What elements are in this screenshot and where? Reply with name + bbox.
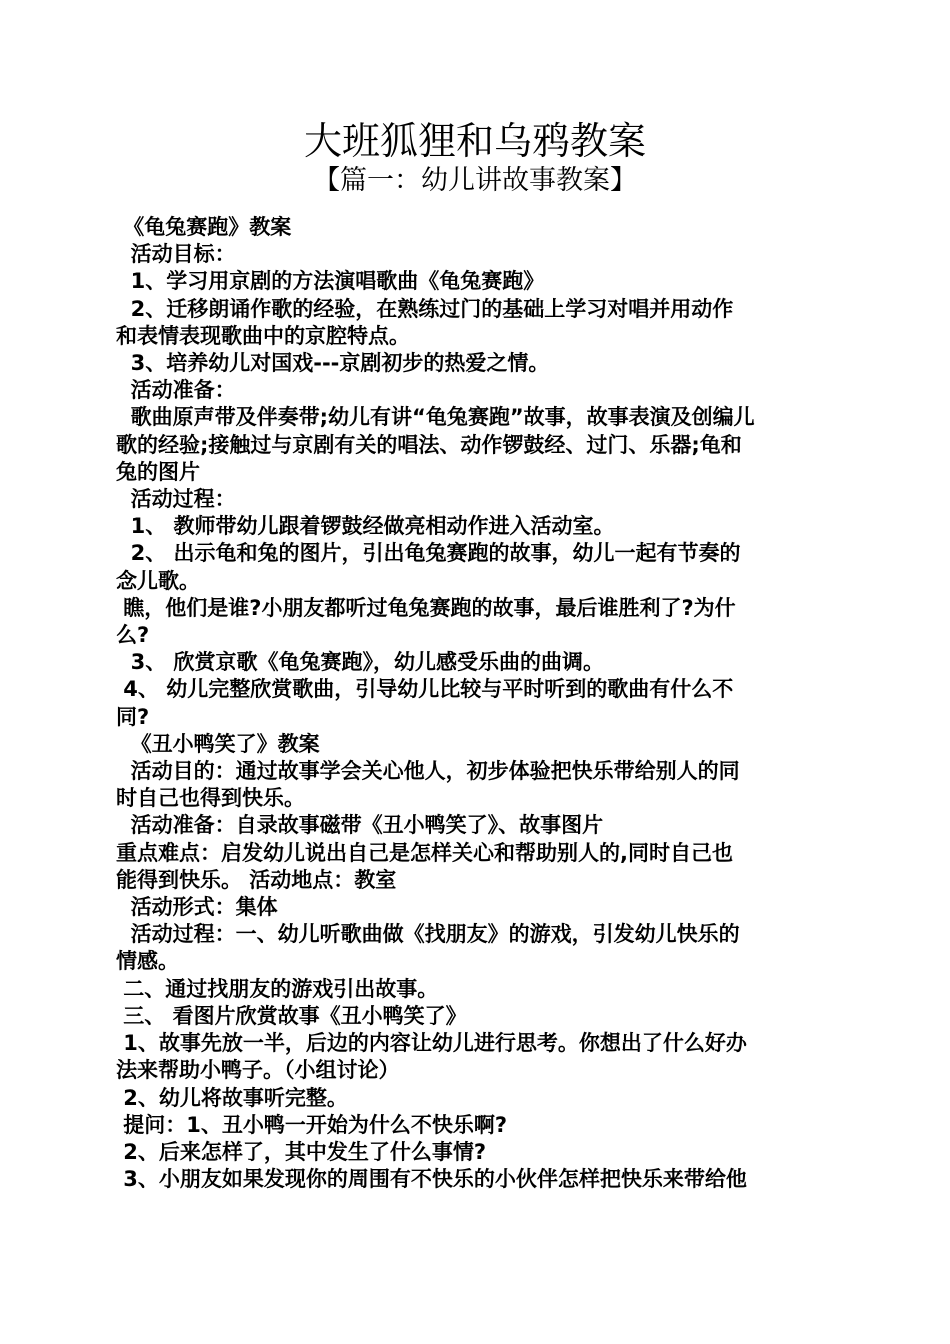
text-line: 二、通过找朋友的游戏引出故事。 [116,976,439,1001]
text-line: 歌的经验;接触过与京剧有关的唱法、动作锣鼓经、过门、乐器;龟和 [116,432,742,457]
text-line: 1、 教师带幼儿跟着锣鼓经做亮相动作进入活动室。 [116,514,615,539]
document-body [116,214,832,1193]
text-line: 《龟兔赛跑》教案 [116,215,292,239]
document-title: 大班狐狸和乌鸦教案 [303,119,646,163]
text-line: 3、培养幼儿对国戏---京剧初步的热爱之情。 [116,351,550,376]
text-line: 活动准备： [116,378,236,403]
text-line: 活动形式：集体 [116,895,278,920]
text-line: 情感。 [116,949,179,974]
text-line: 1、学习用京剧的方法演唱歌曲《龟兔赛跑》 [116,269,545,294]
text-line: 2、后来怎样了，其中发生了什么事情? [116,1139,487,1164]
text-line: 和表情表现歌曲中的京腔特点。 [116,323,410,348]
text-line: 么? [116,623,150,648]
document-subtitle: 【篇一：幼儿讲故事教案】 [313,165,637,196]
text-line: 2、迁移朗诵作歌的经验，在熟练过门的基础上学习对唱并用动作 [116,296,734,321]
text-line: 同? [116,704,150,729]
text-line: 兔的图片 [116,459,200,484]
text-line: 歌曲原声带及伴奏带;幼儿有讲“龟兔赛跑”故事，故事表演及创编儿 [116,405,755,430]
text-line: 2、幼儿将故事听完整。 [116,1085,348,1110]
text-line: 瞧，他们是谁?小朋友都听过龟兔赛跑的故事，最后谁胜利了?为什 [116,595,736,620]
text-line: 能得到快乐。 活动地点：教室 [116,867,397,892]
text-line: 2、 出示龟和兔的图片，引出龟兔赛跑的故事，幼儿一起有节奏的 [116,541,741,566]
text-line: 活动目标： [116,242,236,267]
text-line: 活动目的：通过故事学会关心他人，初步体验把快乐带给别人的同 [116,759,740,784]
text-line: 3、小朋友如果发现你的周围有不快乐的小伙伴怎样把快乐来带给他 [116,1167,747,1192]
text-line: 时自己也得到快乐。 [116,786,305,811]
text-line: 三、 看图片欣赏故事《丑小鸭笑了》 [116,1003,467,1028]
text-line: 活动过程： [116,487,236,512]
text-line: 重点难点：启发幼儿说出自己是怎样关心和帮助别人的,同时自己也 [116,840,733,865]
text-line: 提问：1、丑小鸭一开始为什么不快乐啊? [116,1112,508,1137]
text-line: 念儿歌。 [116,568,200,593]
text-line: 4、 幼儿完整欣赏歌曲，引导幼儿比较与平时听到的歌曲有什么不 [116,677,734,702]
text-line: 3、 欣赏京歌《龟兔赛跑》，幼儿感受乐曲的曲调。 [116,650,605,675]
text-line: 活动准备：自录故事磁带《丑小鸭笑了》、故事图片 [116,813,604,838]
text-line: 活动过程：一、幼儿听歌曲做《找朋友》的游戏，引发幼儿快乐的 [116,922,740,947]
text-line: 《丑小鸭笑了》教案 [116,731,320,756]
text-line: 法来帮助小鸭子。（小组讨论） [116,1058,400,1083]
text-line: 1、故事先放一半，后边的内容让幼儿进行思考。你想出了什么好办 [116,1031,747,1056]
